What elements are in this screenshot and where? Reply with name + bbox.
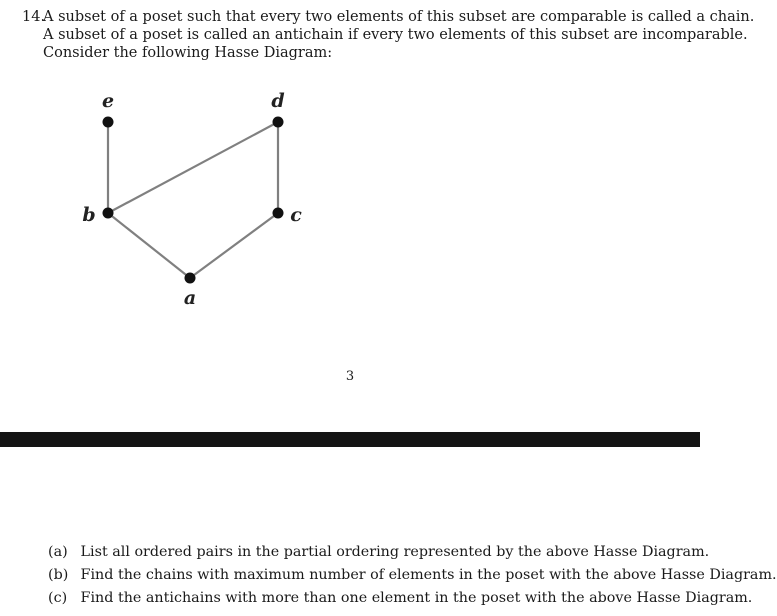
part-b	[48, 564, 777, 587]
part-a-label: (a)	[48, 544, 68, 560]
vertex-label-a: a	[183, 287, 197, 309]
problem-line-chain-definition: A subset of a poset such that every two elements of this subset are comparable is called a chain.	[43, 9, 755, 25]
part-a-text: List all ordered pairs in the partial ordering represented by the above Hasse Diagram.	[80, 544, 710, 560]
page-break-bar	[0, 432, 700, 447]
edge-b-d	[108, 122, 278, 213]
vertex-a	[185, 273, 196, 284]
vertex-d	[273, 117, 284, 128]
vertex-label-b: b	[82, 204, 96, 226]
question-parts	[48, 541, 777, 610]
part-b-text: Find the chains with maximum number of elements in the poset with the above Hasse Diagram.	[80, 567, 777, 583]
part-a	[48, 541, 710, 564]
hasse-diagram	[70, 82, 330, 312]
edge-a-b	[108, 213, 190, 278]
problem-line-consider: Consider the following Hasse Diagram:	[43, 45, 333, 61]
vertex-label-e: e	[101, 90, 115, 112]
vertex-b	[103, 208, 114, 219]
problem-line-antichain-definition: A subset of a poset is called an antichain if every two elements of this subset are incomparable.	[43, 27, 748, 43]
problem-number: 14.	[22, 9, 46, 25]
vertex-label-d: d	[271, 90, 285, 112]
part-c-text: Find the antichains with more than one element in the poset with the above Hasse Diagram.	[80, 590, 753, 606]
vertex-label-c: c	[290, 204, 302, 226]
edge-a-c	[190, 213, 278, 278]
vertex-c	[273, 208, 284, 219]
page-number: 3	[345, 369, 355, 384]
part-b-label: (b)	[48, 567, 69, 583]
part-c	[48, 587, 753, 610]
vertex-e	[103, 117, 114, 128]
problem-statement	[22, 8, 755, 62]
part-c-label: (c)	[48, 590, 68, 606]
